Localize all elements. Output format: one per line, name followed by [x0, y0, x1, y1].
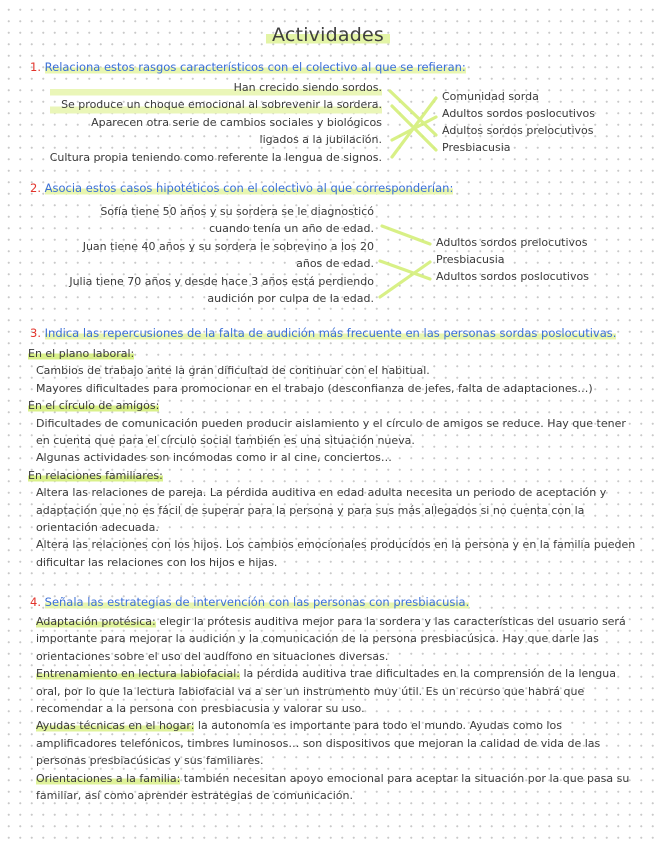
strategy-text: también necesitan apoyo emocional para aceptar la situación por la que pasa su familiar, así como aprender estrategias de comunicación.	[36, 771, 630, 803]
trait-line: Se produce un choque emocional al sobrevenir la sordera.	[50, 96, 382, 113]
connector-line	[380, 261, 430, 279]
strategy-label: Adaptación protésica:	[36, 615, 156, 628]
group-label: Adultos sordos poslocutivos	[442, 107, 595, 120]
answer-line: Dificultades de comunicación pueden producir aislamiento y el círculo de amigos se reduce. Hay que tener en cuenta que para el círculo social también es una situación nueva.	[36, 416, 626, 448]
page-title: Actividades	[0, 24, 656, 46]
case-line: cuando tenía un año de edad.	[209, 222, 374, 236]
question-number: 2.	[30, 181, 41, 195]
question-text: Asocia estos casos hipotéticos con el colectivo al que corresponderían:	[44, 181, 454, 195]
subheading-familiares: En relaciones familiares:	[28, 468, 163, 482]
question-text: Relaciona estos rasgos característicos con el colectivo al que se refieran:	[44, 60, 466, 74]
answer-line: Altera las relaciones de pareja. La pérdida auditiva en edad adulta necesita un periodo de aceptación y adaptación que no es fácil de superar para la persona y para sus más allegados si no cuenta con la orientación adecuada.	[36, 486, 607, 535]
strategy-text: la autonomía es importante para todo el mundo. Ayudas como los amplificadores telefónicos, timbres luminosos… son dispositivos que mejoran la calidad de vida de las personas presbiacúsicas y sus familiares.	[36, 719, 601, 768]
case-line: años de edad.	[296, 257, 374, 271]
case-line: Juan tiene 40 años y su sordera le sobrevino a los 20	[82, 239, 374, 253]
connector-line	[380, 262, 430, 297]
trait-line: Han crecido siendo sordos.	[50, 79, 382, 96]
group-label: Presbiacusia	[436, 253, 505, 266]
answer-line: Algunas actividades son incómodas como ir al cine, conciertos…	[36, 451, 392, 465]
question-4	[30, 595, 469, 609]
group-label: Presbiacusia	[442, 141, 511, 154]
question-number: 1.	[30, 60, 41, 74]
case-line: Julia tiene 70 años y desde hace 3 años está perdiendo	[69, 274, 374, 288]
q4-answer	[28, 613, 640, 804]
answer-line: Altera las relaciones con los hijos. Los cambios emocionales producidos en la persona y en la familia pueden dificultar las relaciones con los hijos e hijas.	[36, 538, 636, 569]
trait-line: ligados a la jubilación.	[259, 133, 382, 147]
question-3	[30, 326, 616, 340]
strategy-text: elegir la prótesis auditiva mejor para la sordera y las características del usuario será importante para mejorar la audición y la comunicación de la persona presbiacúsica. Hay que darle las orientaciones sobre el uso del audífono en situaciones diversas.	[36, 615, 626, 663]
question-text: Indica las repercusiones de la falta de audición más frecuente en las personas sordas poslocutivas.	[44, 326, 617, 340]
subheading-amigos: En el círculo de amigos:	[28, 399, 160, 413]
strategy-paragraph	[28, 613, 640, 665]
case-line: audición por culpa de la edad.	[207, 292, 374, 306]
trait-line: Aparecen otra serie de cambios sociales y biológicos	[91, 115, 382, 129]
subheading-laboral: En el plano laboral:	[28, 347, 135, 360]
strategy-label: Ayudas técnicas en el hogar:	[36, 719, 195, 733]
trait-line: Cultura propia teniendo como referente la lengua de signos.	[49, 150, 382, 164]
strategy-text: la pérdida auditiva trae dificultades en la comprensión de la lengua oral, por lo que la lectura labiofacial va a ser un instrumento muy útil. Es un recurso que habrá que recomendar a la persona con presbiacusia y valorar su uso.	[36, 667, 616, 716]
strategy-label: Entrenamiento en lectura labiofacial:	[36, 667, 240, 681]
answer-line: Mayores dificultades para promocionar en el trabajo (desconfianza de jefes, falta de adaptaciones…)	[36, 381, 593, 395]
case-line: Sofía tiene 50 años y su sordera se le diagnosticó	[100, 205, 374, 218]
group-label: Adultos sordos poslocutivos	[436, 270, 589, 283]
strategy-paragraph	[28, 770, 640, 805]
strategy-paragraph	[28, 665, 640, 717]
answer-line: Cambios de trabajo ante la gran dificultad de continuar con el habitual.	[36, 364, 430, 378]
strategy-paragraph	[28, 717, 640, 769]
group-label: Adultos sordos prelocutivos	[436, 236, 588, 249]
question-number: 3.	[30, 326, 41, 340]
question-text: Señala las estrategias de intervención con las personas con presbiacusia.	[44, 595, 470, 609]
question-number: 4.	[30, 595, 41, 609]
group-label: Comunidad sorda	[442, 90, 539, 103]
q3-answer	[28, 345, 640, 571]
group-label: Adultos sordos prelocutivos	[442, 124, 594, 137]
connector-line	[382, 226, 430, 244]
strategy-label: Orientaciones a la familia:	[36, 771, 181, 785]
